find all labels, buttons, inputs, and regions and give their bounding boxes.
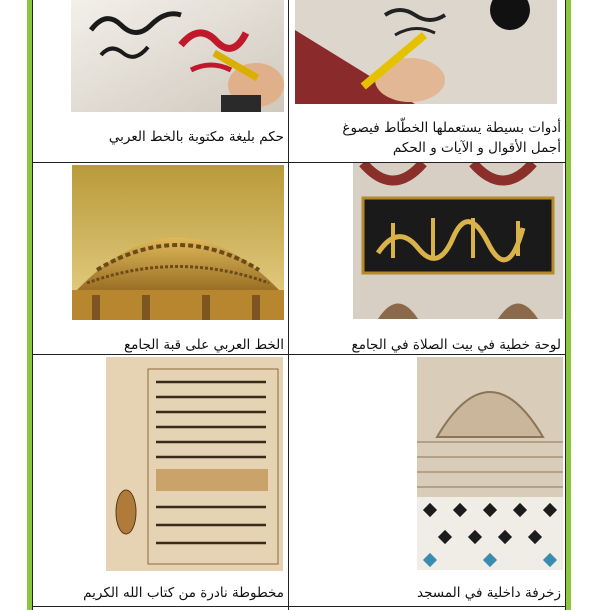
caption-quran-manuscript: مخطوطة نادرة من كتاب الله الكريم — [83, 585, 284, 601]
image-caption-table — [32, 0, 566, 610]
cell-mosque-decoration — [289, 355, 567, 606]
calligraphy-tools-photo — [295, 0, 557, 104]
cell-calligraphy-tools — [289, 0, 567, 162]
cell-dome-calligraphy — [33, 163, 288, 354]
cell-quran-manuscript — [33, 355, 288, 606]
cell-calligraphy-panel — [289, 163, 567, 354]
calligraphy-writing-photo — [71, 0, 284, 112]
mosque-decoration-photo — [417, 357, 563, 570]
caption-calligraphy-tools-line2: أجمل الأقوال و الآيات و الحكم — [392, 140, 561, 156]
quran-manuscript-photo — [106, 357, 283, 571]
caption-calligraphy-tools-line1: أدوات بسيطة يستعملها الخطّاط فيصوغ — [342, 120, 561, 136]
calligraphy-panel-photo — [353, 163, 563, 319]
caption-mosque-decoration: زخرفة داخلية في المسجد — [417, 585, 561, 601]
caption-calligraphy-panel: لوحة خطية في بيت الصلاة في الجامع — [351, 337, 561, 353]
cell-calligraphy-writing — [33, 0, 288, 162]
dome-calligraphy-photo — [72, 165, 284, 320]
caption-calligraphy-writing: حكم بليغة مكتوبة بالخط العربي — [108, 129, 284, 145]
row-divider — [33, 606, 565, 607]
caption-dome-calligraphy: الخط العربي على قبة الجامع — [123, 337, 284, 353]
